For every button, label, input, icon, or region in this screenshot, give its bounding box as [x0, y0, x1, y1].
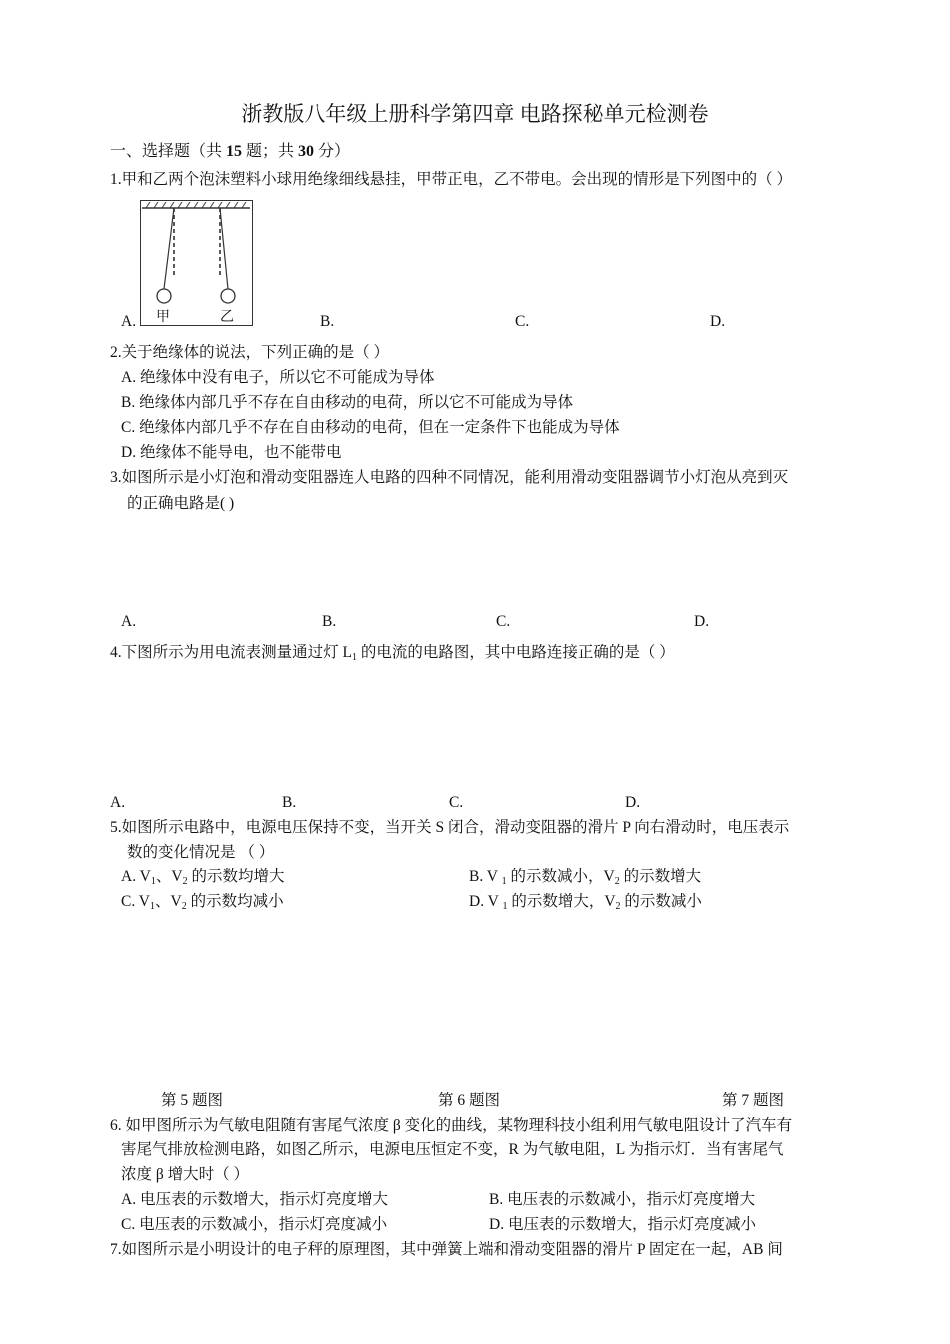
q6-option-a: A. 电压表的示数增大，指示灯亮度增大 [121, 1191, 388, 1208]
q3-option-a: A. [121, 613, 137, 630]
q4-stem: 4.下图所示为用电流表测量通过灯 $L_1$ 的电流的电路图，其中电路连接正确的是（ ） [110, 644, 675, 663]
q6-option-d: D. 电压表的示数增大，指示灯亮度减小 [489, 1216, 756, 1233]
q6-stem-line2: 害尾气排放检测电路，如图乙所示，电源电压恒定不变，R 为气敏电阻，L 为指示灯．当有害尾气 [121, 1141, 784, 1158]
q6-option-b: B. 电压表的示数减小，指示灯亮度增大 [489, 1191, 756, 1208]
q1-figure-a [140, 200, 253, 326]
q4-option-c: C. [449, 794, 464, 811]
q5-option-a: A. $V_1$、$V_2$ 的示数均增大 [121, 868, 285, 887]
q3-stem-line1: 3.如图所示是小灯泡和滑动变阻器连人电路的四种不同情况，能利用滑动变阻器调节小灯泡从亮到灭 [110, 469, 789, 486]
q5-stem-line2: 数的变化情况是 （ ） [127, 844, 275, 861]
document-title: 浙教版八年级上册科学第四章 电路探秘单元检测卷 [241, 102, 709, 126]
q4-option-b: B. [282, 794, 297, 811]
q1-stem: 1.甲和乙两个泡沫塑料小球用绝缘细线悬挂，甲带正电，乙不带电。会出现的情形是下列图中的（ ） [110, 171, 793, 188]
q3-option-c: C. [496, 613, 511, 630]
q1-option-c: C. [515, 313, 530, 330]
q3-stem-line2: 的正确电路是( ) [127, 495, 235, 512]
q1-label-jia: 甲 [156, 310, 170, 325]
q3-option-d: D. [694, 613, 710, 630]
caption-q6: 第 6 题图 [438, 1092, 501, 1109]
section-heading: 一、选择题（共 15 题；共 30 分） [110, 143, 351, 160]
q4-option-a: A. [110, 794, 126, 811]
q1-label-yi: 乙 [220, 310, 234, 325]
q6-stem-line3: 浓度 β 增大时（ ） [121, 1166, 250, 1183]
q5-option-c: C. $V_1$、$V_2$ 的示数均减小 [121, 893, 284, 912]
q2-option-a: A. 绝缘体中没有电子，所以它不可能成为导体 [121, 369, 435, 386]
q1-option-b: B. [320, 313, 335, 330]
q6-option-c: C. 电压表的示数减小，指示灯亮度减小 [121, 1216, 388, 1233]
q7-stem-line1: 7.如图所示是小明设计的电子秤的原理图，其中弹簧上端和滑动变阻器的滑片 P 固定在一起，AB 间 [110, 1241, 783, 1258]
q2-option-d: D. 绝缘体不能导电，也不能带电 [121, 444, 342, 461]
caption-q7: 第 7 题图 [722, 1092, 785, 1109]
caption-q5: 第 5 题图 [161, 1092, 224, 1109]
q1-option-d: D. [710, 313, 726, 330]
q2-option-b: B. 绝缘体内部几乎不存在自由移动的电荷，所以它不可能成为导体 [121, 394, 574, 411]
q5-option-d: D. V $_1$ 的示数增大，$V_2$ 的示数减小 [469, 893, 702, 912]
q1-option-a: A. [121, 313, 137, 330]
q6-stem-line1: 6. 如甲图所示为气敏电阻随有害尾气浓度 β 变化的曲线，某物理科技小组利用气敏电阻设计了汽车有 [110, 1117, 793, 1134]
q2-option-c: C. 绝缘体内部几乎不存在自由移动的电荷，但在一定条件下也能成为导体 [121, 419, 620, 436]
q4-option-d: D. [625, 794, 641, 811]
q3-option-b: B. [322, 613, 337, 630]
q5-option-b: B. V $_1$ 的示数减小，$V_2$ 的示数增大 [469, 868, 702, 887]
q2-stem: 2.关于绝缘体的说法，下列正确的是（ ） [110, 344, 390, 361]
q5-stem-line1: 5.如图所示电路中，电源电压保持不变，当开关 S 闭合，滑动变阻器的滑片 P 向右滑动时，电压表示 [110, 819, 790, 836]
